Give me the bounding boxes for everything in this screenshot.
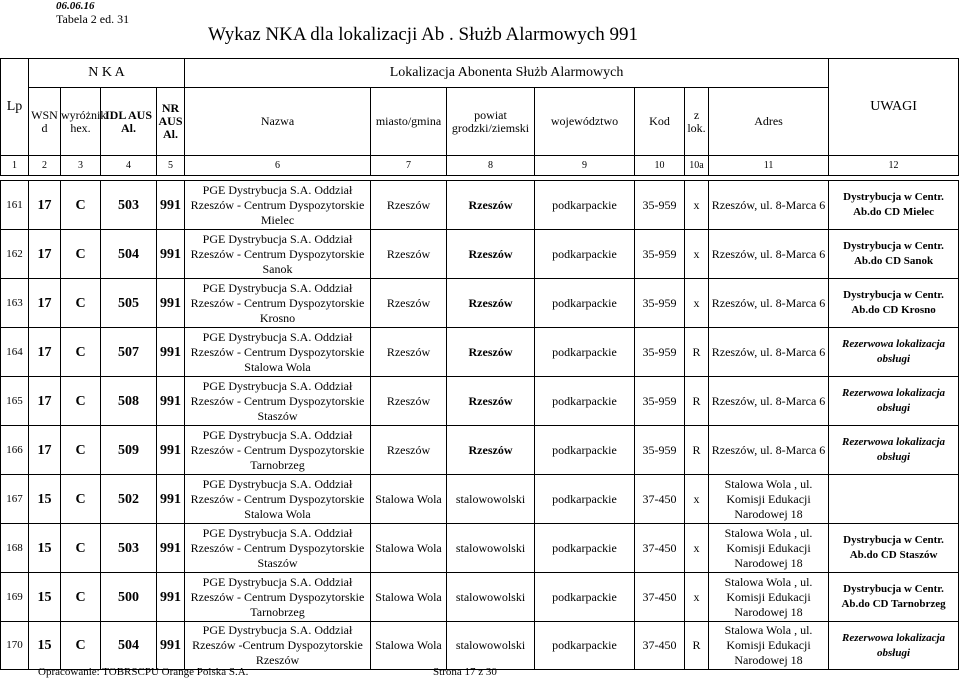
column-number: 6	[185, 156, 371, 176]
row-lp: 167	[1, 475, 29, 524]
row-wyroznik-hex: C	[61, 377, 101, 426]
row-idl-aus: 507	[101, 328, 157, 377]
row-kod: 35-959	[635, 328, 685, 377]
column-number: 10	[635, 156, 685, 176]
row-adres: Rzeszów, ul. 8-Marca 6	[709, 426, 829, 475]
row-nr-aus: 991	[157, 181, 185, 230]
row-nazwa: PGE Dystrybucja S.A. Oddział Rzeszów - Centrum Dyspozytorskie Krosno	[185, 279, 371, 328]
row-uwagi: Rezerwowa lokalizacja obsługi	[829, 328, 959, 377]
row-wsn-d: 15	[29, 524, 61, 573]
row-kod: 35-959	[635, 279, 685, 328]
row-powiat: Rzeszów	[447, 426, 535, 475]
column-number: 8	[447, 156, 535, 176]
row-miasto: Rzeszów	[371, 181, 447, 230]
row-uwagi: Dystrybucja w Centr. Ab.do CD Sanok	[829, 230, 959, 279]
table-row	[1, 524, 959, 573]
row-nr-aus: 991	[157, 426, 185, 475]
header-nazwa: Nazwa	[185, 88, 371, 156]
row-idl-aus: 504	[101, 230, 157, 279]
header-nka-group: N K A	[29, 59, 185, 88]
header-uwagi: UWAGI	[829, 59, 959, 156]
row-lp: 166	[1, 426, 29, 475]
row-wyroznik-hex: C	[61, 279, 101, 328]
row-wojewodztwo: podkarpackie	[535, 181, 635, 230]
row-uwagi: Dystrybucja w Centr. Ab.do CD Tarnobrzeg	[829, 573, 959, 622]
row-nr-aus: 991	[157, 622, 185, 670]
row-uwagi: Rezerwowa lokalizacja obsługi	[829, 426, 959, 475]
row-miasto: Rzeszów	[371, 328, 447, 377]
row-lp: 162	[1, 230, 29, 279]
row-z-lok: R	[685, 426, 709, 475]
row-miasto: Stalowa Wola	[371, 622, 447, 670]
row-miasto: Stalowa Wola	[371, 573, 447, 622]
table-row	[1, 573, 959, 622]
footer-page-number: Strona 17 z 30	[433, 666, 497, 678]
header-wsn: WSN d	[29, 88, 61, 156]
row-wyroznik-hex: C	[61, 426, 101, 475]
column-number: 9	[535, 156, 635, 176]
row-wyroznik-hex: C	[61, 328, 101, 377]
row-kod: 35-959	[635, 181, 685, 230]
row-wojewodztwo: podkarpackie	[535, 475, 635, 524]
row-nr-aus: 991	[157, 230, 185, 279]
column-number: 3	[61, 156, 101, 176]
header-powiat: powiat grodzki/ziemski	[447, 88, 535, 156]
header-adres: Adres	[709, 88, 829, 156]
row-nr-aus: 991	[157, 573, 185, 622]
column-number: 11	[709, 156, 829, 176]
row-nazwa: PGE Dystrybucja S.A. Oddział Rzeszów - Centrum Dyspozytorskie Staszów	[185, 377, 371, 426]
row-nazwa: PGE Dystrybucja S.A. Oddział Rzeszów - Centrum Dyspozytorskie Stalowa Wola	[185, 328, 371, 377]
column-number: 10a	[685, 156, 709, 176]
row-z-lok: R	[685, 377, 709, 426]
row-lp: 164	[1, 328, 29, 377]
table-row	[1, 230, 959, 279]
row-uwagi: Rezerwowa lokalizacja obsługi	[829, 622, 959, 670]
header-kod: Kod	[635, 88, 685, 156]
row-nazwa: PGE Dystrybucja S.A. Oddział Rzeszów - Centrum Dyspozytorskie Staszów	[185, 524, 371, 573]
row-miasto: Rzeszów	[371, 377, 447, 426]
row-wsn-d: 17	[29, 181, 61, 230]
row-idl-aus: 508	[101, 377, 157, 426]
row-adres: Rzeszów, ul. 8-Marca 6	[709, 279, 829, 328]
row-z-lok: x	[685, 181, 709, 230]
table-row	[1, 475, 959, 524]
row-lp: 163	[1, 279, 29, 328]
header-z-lok: z lok.	[685, 88, 709, 156]
row-wyroznik-hex: C	[61, 475, 101, 524]
table-row	[1, 377, 959, 426]
row-uwagi: Rezerwowa lokalizacja obsługi	[829, 377, 959, 426]
page-title: Wykaz NKA dla lokalizacji Ab . Służb Alarmowych 991	[208, 24, 638, 45]
row-nazwa: PGE Dystrybucja S.A. Oddział Rzeszów - Centrum Dyspozytorskie Tarnobrzeg	[185, 573, 371, 622]
row-powiat: Rzeszów	[447, 279, 535, 328]
header-row-groups	[1, 59, 959, 88]
table-body	[1, 59, 959, 670]
row-lp: 169	[1, 573, 29, 622]
row-wsn-d: 15	[29, 573, 61, 622]
row-z-lok: R	[685, 622, 709, 670]
row-powiat: Rzeszów	[447, 230, 535, 279]
row-idl-aus: 500	[101, 573, 157, 622]
row-wsn-d: 17	[29, 426, 61, 475]
row-nr-aus: 991	[157, 328, 185, 377]
row-kod: 37-450	[635, 573, 685, 622]
row-powiat: stalowowolski	[447, 524, 535, 573]
header-idl: IDL AUS Al.	[101, 88, 157, 156]
table-row	[1, 622, 959, 670]
row-z-lok: x	[685, 524, 709, 573]
row-kod: 35-959	[635, 377, 685, 426]
row-adres: Stalowa Wola , ul. Komisji Edukacji Narodowej 18	[709, 622, 829, 670]
header-wyroznik: wyróżnik hex.	[61, 88, 101, 156]
row-wyroznik-hex: C	[61, 573, 101, 622]
row-nazwa: PGE Dystrybucja S.A. Oddział Rzeszów - Centrum Dyspozytorskie Sanok	[185, 230, 371, 279]
row-wyroznik-hex: C	[61, 622, 101, 670]
row-powiat: stalowowolski	[447, 475, 535, 524]
row-nr-aus: 991	[157, 377, 185, 426]
row-adres: Rzeszów, ul. 8-Marca 6	[709, 328, 829, 377]
table-reference: Tabela 2 ed. 31	[56, 12, 130, 26]
row-powiat: stalowowolski	[447, 573, 535, 622]
table-row	[1, 328, 959, 377]
row-lp: 161	[1, 181, 29, 230]
row-kod: 37-450	[635, 622, 685, 670]
row-powiat: Rzeszów	[447, 181, 535, 230]
row-idl-aus: 502	[101, 475, 157, 524]
row-wsn-d: 15	[29, 475, 61, 524]
row-wsn-d: 17	[29, 328, 61, 377]
row-wojewodztwo: podkarpackie	[535, 279, 635, 328]
row-wojewodztwo: podkarpackie	[535, 328, 635, 377]
row-kod: 35-959	[635, 230, 685, 279]
row-miasto: Rzeszów	[371, 230, 447, 279]
header-row-columns	[1, 88, 959, 156]
row-powiat: Rzeszów	[447, 377, 535, 426]
row-kod: 37-450	[635, 475, 685, 524]
row-uwagi	[829, 475, 959, 524]
row-idl-aus: 505	[101, 279, 157, 328]
row-miasto: Rzeszów	[371, 279, 447, 328]
row-z-lok: x	[685, 475, 709, 524]
row-powiat: stalowowolski	[447, 622, 535, 670]
row-wsn-d: 17	[29, 279, 61, 328]
nka-table	[0, 58, 959, 670]
row-powiat: Rzeszów	[447, 328, 535, 377]
row-wsn-d: 17	[29, 377, 61, 426]
row-uwagi: Dystrybucja w Centr. Ab.do CD Staszów	[829, 524, 959, 573]
row-kod: 35-959	[635, 426, 685, 475]
header-wojewodztwo: województwo	[535, 88, 635, 156]
row-lp: 170	[1, 622, 29, 670]
row-adres: Stalowa Wola , ul. Komisji Edukacji Narodowej 18	[709, 524, 829, 573]
row-lp: 165	[1, 377, 29, 426]
header-nr: NR AUS Al.	[157, 88, 185, 156]
document-date: 06.06.16	[56, 0, 95, 12]
row-adres: Rzeszów, ul. 8-Marca 6	[709, 181, 829, 230]
header-miasto: miasto/gmina	[371, 88, 447, 156]
table-row	[1, 181, 959, 230]
footer-prepared-by: Opracowanie: TOBRSCPU Orange Polska S.A.	[38, 666, 249, 678]
row-adres: Rzeszów, ul. 8-Marca 6	[709, 230, 829, 279]
row-uwagi: Dystrybucja w Centr. Ab.do CD Mielec	[829, 181, 959, 230]
row-miasto: Stalowa Wola	[371, 475, 447, 524]
column-number: 4	[101, 156, 157, 176]
row-wojewodztwo: podkarpackie	[535, 230, 635, 279]
column-number: 12	[829, 156, 959, 176]
row-z-lok: x	[685, 279, 709, 328]
header-location-group: Lokalizacja Abonenta Służb Alarmowych	[185, 59, 829, 88]
row-wojewodztwo: podkarpackie	[535, 622, 635, 670]
column-number: 7	[371, 156, 447, 176]
table-row	[1, 279, 959, 328]
row-lp: 168	[1, 524, 29, 573]
row-miasto: Stalowa Wola	[371, 524, 447, 573]
row-adres: Stalowa Wola , ul. Komisji Edukacji Narodowej 18	[709, 573, 829, 622]
row-z-lok: x	[685, 573, 709, 622]
header-row-numbers	[1, 156, 959, 176]
row-z-lok: x	[685, 230, 709, 279]
header-lp: Lp	[1, 59, 29, 156]
row-nazwa: PGE Dystrybucja S.A. Oddział Rzeszów - Centrum Dyspozytorskie Tarnobrzeg	[185, 426, 371, 475]
row-wsn-d: 15	[29, 622, 61, 670]
column-number: 2	[29, 156, 61, 176]
row-wojewodztwo: podkarpackie	[535, 573, 635, 622]
row-miasto: Rzeszów	[371, 426, 447, 475]
row-wojewodztwo: podkarpackie	[535, 426, 635, 475]
row-wojewodztwo: podkarpackie	[535, 524, 635, 573]
row-idl-aus: 503	[101, 524, 157, 573]
row-wsn-d: 17	[29, 230, 61, 279]
row-nr-aus: 991	[157, 475, 185, 524]
row-wyroznik-hex: C	[61, 230, 101, 279]
row-uwagi: Dystrybucja w Centr. Ab.do CD Krosno	[829, 279, 959, 328]
row-idl-aus: 503	[101, 181, 157, 230]
row-wyroznik-hex: C	[61, 524, 101, 573]
row-adres: Rzeszów, ul. 8-Marca 6	[709, 377, 829, 426]
row-wyroznik-hex: C	[61, 181, 101, 230]
row-kod: 37-450	[635, 524, 685, 573]
row-nazwa: PGE Dystrybucja S.A. Oddział Rzeszów -Centrum Dyspozytorskie Rzeszów	[185, 622, 371, 670]
row-z-lok: R	[685, 328, 709, 377]
column-number: 1	[1, 156, 29, 176]
row-nr-aus: 991	[157, 524, 185, 573]
row-nazwa: PGE Dystrybucja S.A. Oddział Rzeszów - Centrum Dyspozytorskie Mielec	[185, 181, 371, 230]
row-adres: Stalowa Wola , ul. Komisji Edukacji Narodowej 18	[709, 475, 829, 524]
table-row	[1, 426, 959, 475]
row-idl-aus: 509	[101, 426, 157, 475]
row-wojewodztwo: podkarpackie	[535, 377, 635, 426]
row-idl-aus: 504	[101, 622, 157, 670]
row-nr-aus: 991	[157, 279, 185, 328]
row-nazwa: PGE Dystrybucja S.A. Oddział Rzeszów - Centrum Dyspozytorskie Stalowa Wola	[185, 475, 371, 524]
column-number: 5	[157, 156, 185, 176]
